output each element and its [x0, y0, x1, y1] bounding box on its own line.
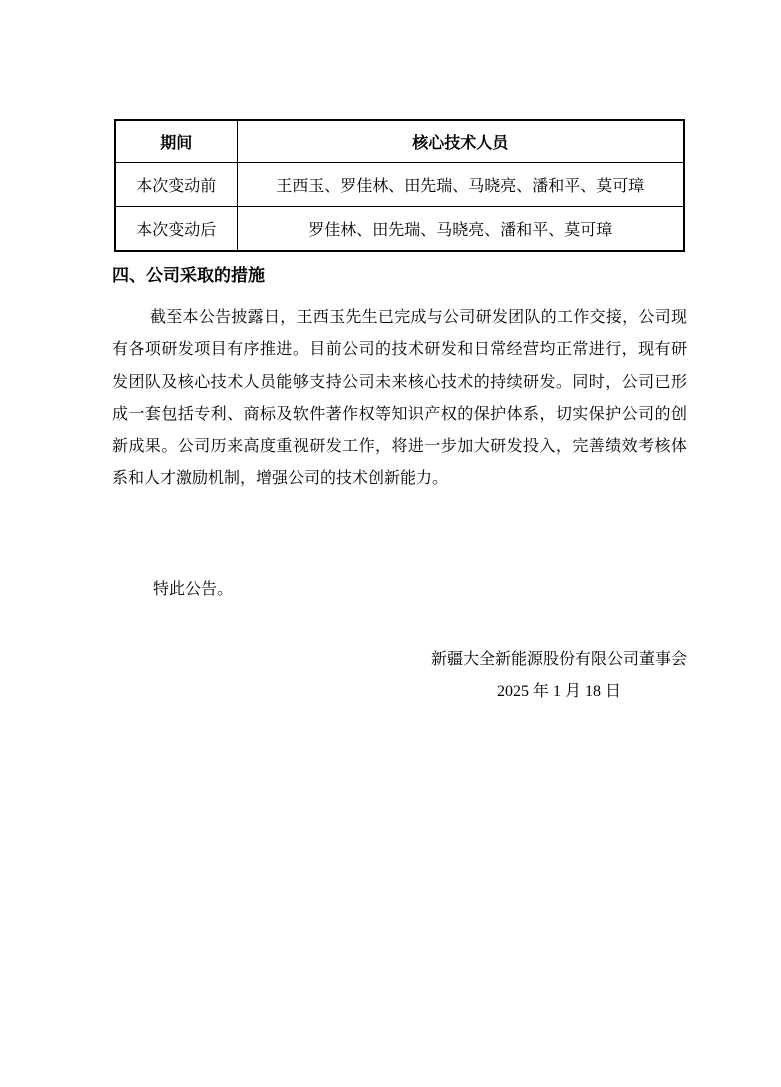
core-personnel-table	[114, 119, 685, 252]
personnel-cell-after: 罗佳林、田先瑞、马晓亮、潘和平、莫可璋	[237, 207, 684, 252]
body-paragraph: 截至本公告披露日，王西玉先生已完成与公司研发团队的工作交接，公司现有各项研发项目有序推进。目前公司的技术研发和日常经营均正常进行，现有研发团队及核心技术人员能够支持公司未来核心技术的持续研发。同时，公司已形成一套包括专利、商标及软件著作权等知识产权的保护体系，切实保护公司的创新成果。公司历来高度重视研发工作，将进一步加大研发投入，完善绩效考核体系和人才激励机制，增强公司的技术创新能力。	[112, 309, 687, 488]
signature-block	[431, 644, 687, 708]
closing-statement: 特此公告。	[153, 581, 234, 598]
signature-date: 2025 年 1 月 18 日	[496, 683, 621, 700]
period-cell-before: 本次变动前	[115, 163, 237, 207]
table-header-row	[115, 120, 684, 163]
period-cell-after: 本次变动后	[115, 207, 237, 252]
personnel-cell-before: 王西玉、罗佳林、田先瑞、马晓亮、潘和平、莫可璋	[237, 163, 684, 207]
table-header-personnel: 核心技术人员	[237, 120, 684, 163]
signature-company: 新疆大全新能源股份有限公司董事会	[430, 651, 687, 668]
table-row	[115, 163, 684, 207]
section-heading: 四、公司采取的措施	[112, 266, 265, 285]
table-header-period: 期间	[115, 120, 237, 163]
table-row	[115, 207, 684, 252]
